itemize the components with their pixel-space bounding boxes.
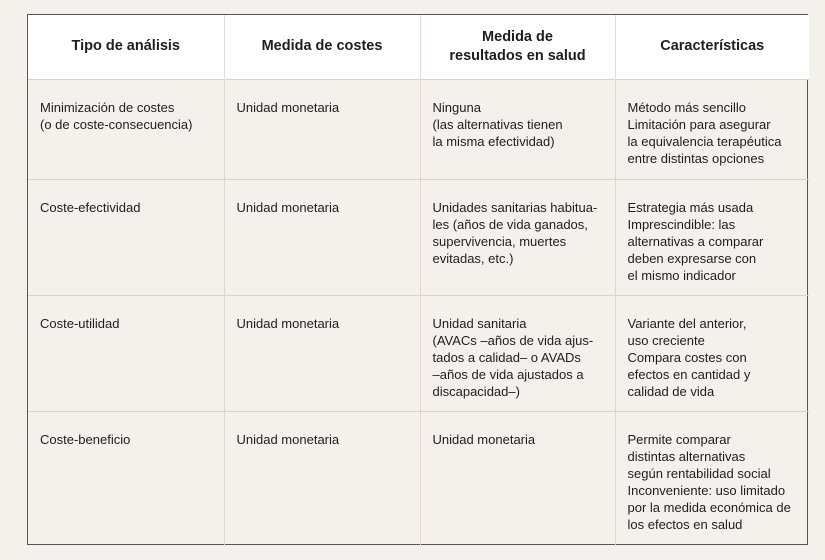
cell-text-line: Medida de — [482, 28, 553, 45]
cell-cost-measure — [224, 411, 420, 546]
cell-text-line: supervivencia, muertes — [432, 233, 567, 249]
cell-text-line: entre distintas opciones — [627, 150, 765, 166]
cell-analysis-type — [28, 411, 224, 546]
cell-health-outcome — [420, 295, 615, 411]
cell-text-line: Variante del anterior, — [627, 315, 747, 331]
cell-characteristics — [615, 411, 809, 546]
cell-cost-measure — [224, 79, 420, 179]
cell-text-line: Unidad monetaria — [236, 315, 340, 331]
header-analysis-type — [28, 15, 224, 79]
cell-characteristics — [615, 179, 809, 295]
cell-text-line: –años de vida ajustados a — [432, 366, 584, 382]
cell-text-line: deben expresarse con — [627, 250, 757, 266]
header-cost-measure — [224, 15, 420, 79]
cell-text-line: la misma efectividad) — [432, 133, 555, 149]
cell-text-line: Unidad monetaria — [236, 99, 340, 115]
table-row — [28, 179, 809, 295]
cell-text-line: (las alternativas tienen — [432, 116, 563, 132]
cell-text-line: Tipo de análisis — [71, 38, 181, 55]
cell-text-line: Imprescindible: las — [627, 216, 736, 232]
cell-text-line: alternativas a comparar — [627, 233, 764, 249]
cell-text-line: Coste-utilidad — [40, 315, 120, 331]
cell-characteristics — [615, 295, 809, 411]
cell-text-line: Permite comparar — [627, 431, 731, 447]
cell-cost-measure — [224, 295, 420, 411]
cell-text-line: Estrategia más usada — [627, 199, 754, 215]
cell-text-line: según rentabilidad social — [627, 465, 771, 481]
cell-text-line: la equivalencia terapéutica — [627, 133, 782, 149]
cell-text-line: uso creciente — [627, 332, 705, 348]
cell-characteristics — [615, 79, 809, 179]
cell-text-line: Limitación para asegurar — [627, 116, 771, 132]
cell-text-line: Unidades sanitarias habitua- — [432, 199, 598, 215]
cell-cost-measure — [224, 179, 420, 295]
table-row — [28, 79, 809, 179]
cell-text-line: tados a calidad– o AVADs — [432, 349, 581, 365]
table-row — [28, 295, 809, 411]
cell-text-line: Unidad sanitaria — [432, 315, 527, 331]
header-characteristics — [615, 15, 809, 79]
cell-text-line: resultados en salud — [449, 47, 586, 64]
cell-text-line: Compara costes con — [627, 349, 747, 365]
cell-text-line: Minimización de costes — [40, 99, 175, 115]
cell-text-line: Coste-efectividad — [40, 199, 141, 215]
cell-analysis-type — [28, 179, 224, 295]
cell-text-line: discapacidad–) — [432, 383, 520, 399]
cell-text-line: Inconveniente: uso limitado — [627, 482, 786, 498]
cell-text-line: el mismo indicador — [627, 267, 736, 283]
cell-text-line: evitadas, etc.) — [432, 250, 514, 266]
table-header-row — [28, 15, 809, 79]
cell-text-line: les (años de vida ganados, — [432, 216, 588, 232]
cell-text-line: distintas alternativas — [627, 448, 746, 464]
cell-text-line: calidad de vida — [627, 383, 715, 399]
cell-text-line: Unidad monetaria — [236, 431, 340, 447]
analysis-table-frame — [27, 14, 808, 545]
cell-text-line: efectos en cantidad y — [627, 366, 751, 382]
cell-analysis-type — [28, 79, 224, 179]
cell-text-line: Unidad monetaria — [432, 431, 536, 447]
economic-analysis-table — [28, 15, 809, 546]
cell-text-line: Método más sencillo — [627, 99, 746, 115]
cell-text-line: Ninguna — [432, 99, 481, 115]
header-health-outcome-measure — [420, 15, 615, 79]
cell-text-line: por la medida económica de — [627, 499, 791, 515]
cell-health-outcome — [420, 79, 615, 179]
cell-text-line: Características — [660, 38, 765, 55]
cell-text-line: (o de coste-consecuencia) — [40, 116, 193, 132]
cell-text-line: Unidad monetaria — [236, 199, 340, 215]
cell-health-outcome — [420, 179, 615, 295]
cell-text-line: (AVACs –años de vida ajus- — [432, 332, 594, 348]
table-row — [28, 411, 809, 546]
cell-analysis-type — [28, 295, 224, 411]
cell-text-line: Medida de costes — [261, 38, 383, 55]
cell-text-line: los efectos en salud — [627, 516, 743, 532]
cell-text-line: Coste-beneficio — [40, 431, 131, 447]
cell-health-outcome — [420, 411, 615, 546]
